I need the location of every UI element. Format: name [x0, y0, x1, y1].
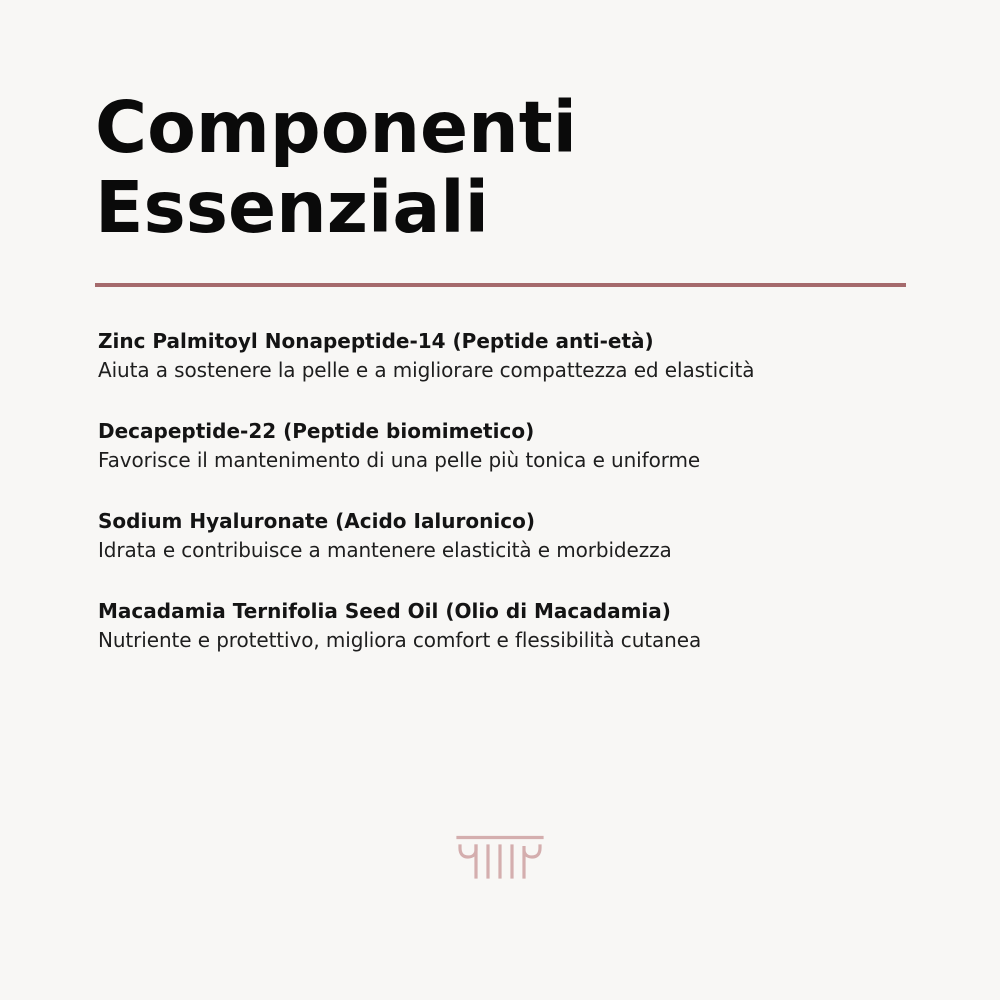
ingredient-name: Macadamia Ternifolia Seed Oil (Olio di Macadamia) [98, 599, 671, 623]
title-divider [95, 283, 906, 287]
ingredient-item [98, 507, 958, 566]
ingredient-item [98, 327, 958, 386]
ingredient-name: Sodium Hyaluronate (Acido Ialuronico) [98, 509, 535, 533]
ingredient-list [98, 327, 958, 687]
ingredient-name: Decapeptide-22 (Peptide biomimetico) [98, 419, 535, 443]
ingredient-description: Aiuta a sostenere la pelle e a migliorare compattezza ed elasticità [98, 358, 755, 382]
page-title-line-2: Essenziali [95, 166, 489, 249]
ingredient-item [98, 417, 958, 476]
ingredient-description: Nutriente e protettivo, migliora comfort e flessibilità cutanea [98, 628, 702, 652]
ingredient-description: Favorisce il mantenimento di una pelle più tonica e uniforme [98, 448, 701, 472]
ingredient-description: Idrata e contribuisce a mantenere elasticità e morbidezza [98, 538, 672, 562]
ingredient-item [98, 597, 958, 656]
ingredient-name: Zinc Palmitoyl Nonapeptide-14 (Peptide anti-età) [98, 329, 654, 353]
page-title-line-1: Componenti [95, 86, 577, 169]
page-title [95, 88, 577, 248]
greek-column-logo-icon [456, 835, 544, 879]
